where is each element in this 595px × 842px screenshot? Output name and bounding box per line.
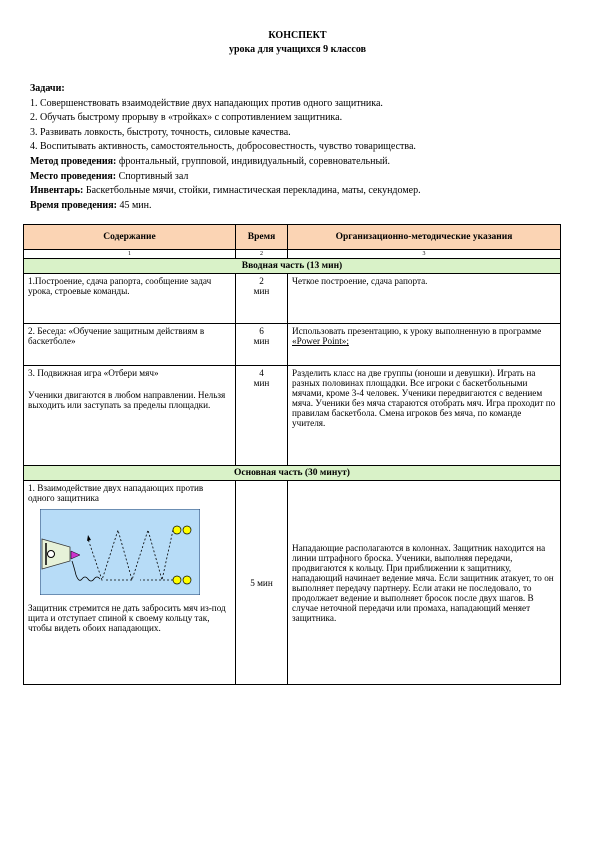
attacker-circle <box>183 576 191 584</box>
time-unit: мин <box>253 286 270 296</box>
column-number: 1 <box>24 250 236 259</box>
column-number: 3 <box>288 250 561 259</box>
section-intro-title: Вводная часть (13 мин) <box>24 259 561 274</box>
duration-label: Время проведения: <box>30 199 117 211</box>
column-number: 2 <box>236 250 288 259</box>
table-row <box>24 481 561 685</box>
row-notes: Нападающие располагаются в колоннах. Защитник находится на линии штрафного броска. Ученики, выполняя передачи, продвигаются к кольцу. При приближении к защитнику, нападающий начинает ведение мяча. Если защитник атакует, то он выполняет передачу партнеру. Если атаки не последовало, то продолжает ведение и выполняет бросок после двух шагов. В случае неточной передачи или промаха, нападающий меняет защитника. <box>288 481 561 685</box>
hoop <box>48 551 55 558</box>
row-content <box>24 481 236 685</box>
time-unit: мин <box>253 378 270 388</box>
defender-description: Защитник стремится не дать забросить мяч из-под щита и отступает спиной к своему кольцу так, чтобы видеть обоих нападающих. <box>28 603 226 633</box>
duration-line <box>30 199 570 214</box>
attacker-circle <box>173 576 181 584</box>
attacker-circle <box>183 526 191 534</box>
task-item: 4. Воспитывать активность, самостоятельность, добросовестность, чувство товарищества. <box>30 141 416 153</box>
row-time: 5 мин <box>236 481 288 685</box>
column-header-time: Время <box>236 225 288 250</box>
row-time <box>236 366 288 466</box>
row-notes: Четкое построение, сдача рапорта. <box>288 274 561 324</box>
section-row <box>24 259 561 274</box>
table-row <box>24 366 561 466</box>
notes-text: Использовать презентацию, к уроку выполненную в программе <box>292 326 542 336</box>
column-number-row <box>24 250 561 259</box>
time-value: 6 <box>259 326 264 336</box>
place-label: Место проведения: <box>30 170 117 182</box>
duration-value: 45 мин. <box>116 199 152 211</box>
method-value: фронтальный, групповой, индивидуальный, соревновательный. <box>116 155 391 167</box>
exercise-diagram <box>40 509 200 595</box>
row-content: 2. Беседа: «Обучение защитным действиям в баскетболе» <box>24 324 236 366</box>
row-time <box>236 274 288 324</box>
row-notes: Разделить класс на две группы (юноши и девушки). Играть на разных половинах площадки. Все игроки с баскетбольными мячами, кроме 3-4 человек. Ученики передвигаются с ведением мяча. Ученики без мяча стараются отобрать мяч. Игра проходит по правилам баскетбола. Смена игроков без мяча, по команде учителя. <box>288 366 561 466</box>
section-row <box>24 466 561 481</box>
row-content <box>24 366 236 466</box>
tasks-label: Задачи: <box>30 83 65 94</box>
inventory-value: Баскетбольные мячи, стойки, гимнастическая перекладина, маты, секундомер. <box>83 185 421 197</box>
row-notes <box>288 324 561 366</box>
method-label: Метод проведения: <box>30 155 117 167</box>
lesson-objectives <box>30 82 570 213</box>
row-time <box>236 324 288 366</box>
section-main-title: Основная часть (30 минут) <box>24 466 561 481</box>
time-unit: мин <box>253 336 270 346</box>
time-value: 2 <box>259 276 264 286</box>
table-row <box>24 324 561 366</box>
game-description: Ученики двигаются в любом направлении. Нельзя выходить или заступать за пределы площадки. <box>28 390 226 410</box>
game-title: 3. Подвижная игра «Отбери мяч» <box>28 368 159 378</box>
inventory-label: Инвентарь: <box>30 185 84 197</box>
document-subtitle: урока для учащихся 9 классов <box>228 44 367 55</box>
table-row <box>24 274 561 324</box>
time-value: 4 <box>259 368 264 378</box>
task-item: 2. Обучать быстрому прорыву в «тройках» с сопротивлением защитника. <box>30 112 343 124</box>
exercise-title: 1. Взаимодействие двух нападающих против одного защитника <box>28 483 204 503</box>
lesson-plan-table <box>23 224 561 685</box>
row-content: 1.Построение, сдача рапорта, сообщение задач урока, строевые команды. <box>24 274 236 324</box>
task-item: 1. Совершенствовать взаимодействие двух нападающих против одного защитника. <box>30 97 383 109</box>
place-line <box>30 170 570 185</box>
power-point-link[interactable]: «Power Point»; <box>292 336 349 346</box>
column-header-content: Содержание <box>24 225 236 250</box>
column-header-notes: Организационно-методические указания <box>288 225 561 250</box>
place-value: Спортивный зал <box>116 170 189 182</box>
table-header-row <box>24 225 561 250</box>
document-title: КОНСПЕКТ <box>268 30 327 41</box>
attacker-circle <box>173 526 181 534</box>
task-item: 3. Развивать ловкость, быстроту, точность, силовые качества. <box>30 126 291 138</box>
method-line <box>30 155 570 170</box>
inventory-line <box>30 184 570 199</box>
